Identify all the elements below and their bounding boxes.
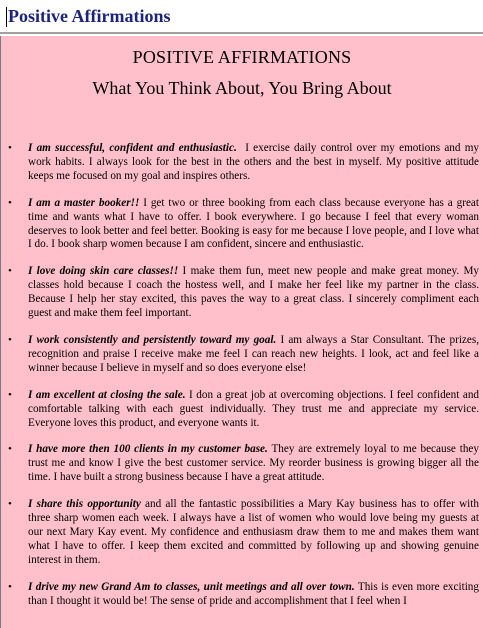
affirmation-lead: I am successful, confident and enthusiastic. [28,142,237,154]
affirmation-body: I am always a Star Consultant. The prizes, recognition and praise I receive make me feel I can reach new heights. I look, act and feel like a winner because I believe in myself and so does everyone else! [28,333,480,374]
affirmation-lead: I have more then 100 clients in my customer base. [28,443,268,456]
list-item [1,197,483,253]
bullet-icon: • [8,265,12,278]
document-heading: POSITIVE AFFIRMATIONS [132,47,352,67]
affirmation-body: They are extremely loyal to me because they trust me and know I give the best customer service. My reorder business is growing bigger all the time. I have built a strong business because I have a great attitude. [28,443,479,484]
list-item [1,498,483,568]
document-page [0,36,483,628]
list-item [1,265,483,321]
bullet-icon: • [8,196,12,209]
list-item [1,389,483,431]
affirmation-body: This is even more exciting than I thought it would be! The sense of pride and accomplishment that I feel when I [28,580,479,607]
bullet-icon: • [8,333,12,346]
affirmation-lead: I love doing skin care classes!! [28,265,179,278]
affirmation-body: and all the fantastic possibilities a Mary Kay business has to offer with three sharp women each week. I always have a list of women who would love being my guests at our next Mary Kay event. My confidence and enthusiasm draw them to me and makes them want what I have to offer. I keep them excited and committed by following up and showing genuine interest in them. [28,498,479,566]
affirmation-body: I get two or three booking from each class because everyone has a great time and wants what I have to offer. I book everywhere. I go because I feel that every woman deserves to look better and feel better. Booking is easy for me because I love people, and I love what I do. I book sharp women because I am confident, sincere and enthusiastic. [28,196,479,251]
affirmation-body: I exercise daily control over my emotions and my work habits. I always look for the best in the others and the best in myself. My positive attitude keeps me focused on my goal and inspires others. [28,142,480,182]
list-item [1,581,483,609]
list-item [1,443,483,485]
list-item [1,142,483,184]
bullet-icon: • [8,388,12,401]
affirmation-lead: I am excellent at closing the sale. [28,388,186,401]
affirmation-lead: I share this opportunity [28,498,141,511]
affirmation-lead: I work consistently and persistently toward my goal. [28,333,277,346]
window-title: Positive Affirmations [8,6,171,26]
affirmations-list [1,142,483,621]
affirmation-body: I don a great job at overcoming objections. I feel confident and comfortable talking with each guest individually. They trust me and appreciate my service. Everyone loves this product, and everyone wants it. [28,388,480,429]
window-title-bar [0,0,483,34]
affirmation-body: I make them fun, meet new people and make great money. My classes hold because I coach the hostess well, and I make her feel like my partner in the class. Because I help her stay excited, this paves the way to a great class. I sincerely compliment each guest and make them feel important. [28,265,479,320]
bullet-icon: • [8,142,12,154]
bullet-icon: • [8,498,12,511]
bullet-icon: • [8,443,12,456]
affirmation-lead: I am a master booker!! [28,196,140,209]
affirmation-lead: I drive my new Grand Am to classes, unit meetings and all over town. [28,580,355,593]
list-item [1,334,483,376]
document-subheading: What You Think About, You Bring About [92,78,392,98]
bullet-icon: • [8,580,12,593]
text-cursor [6,7,7,27]
